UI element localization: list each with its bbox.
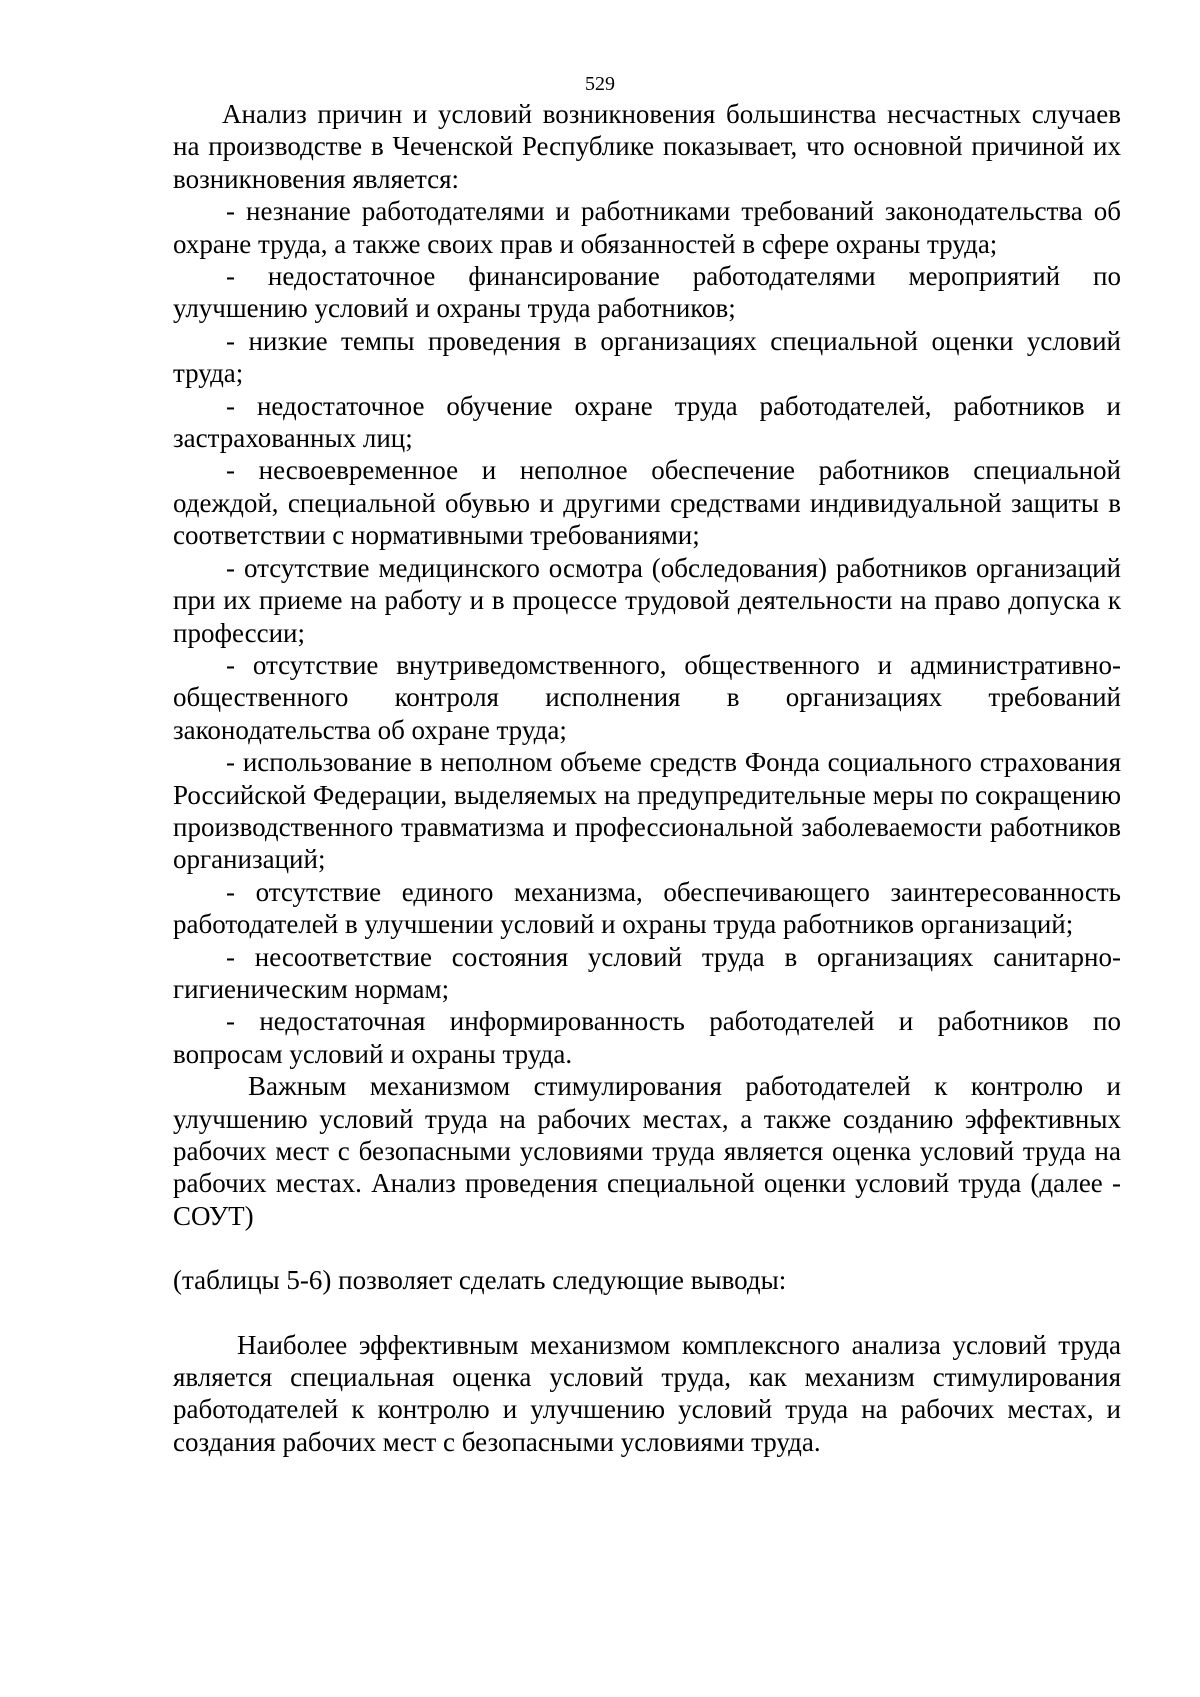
sout-paragraph: Важным механизмом стимулирования работодателей к контролю и улучшению условий труда на рабочих местах, а также созданию эффективных рабочих мест с безопасными условиями труда является оценка условий труда на рабочих местах. Анализ проведения специальной оценки условий труда (далее - СОУТ) bbox=[173, 1071, 1121, 1231]
list-item: - низкие темпы проведения в организациях специальной оценки условий труда; bbox=[173, 325, 1121, 389]
intro-paragraph: Анализ причин и условий возникновения большинства несчастных случаев на производстве в Чеченской Республике показывает, что основной причиной их возникновения является: bbox=[173, 99, 1121, 194]
list-item: - незнание работодателями и работниками требований законодательства об охране труда, а также своих прав и обязанностей в сфере охраны труда; bbox=[173, 196, 1121, 259]
list-item: - несоответствие состояния условий труда в организациях санитарно-гигиеническим нормам; bbox=[173, 941, 1121, 1004]
list-item: - отсутствие внутриведомственного, общественного и административно-общественного контроля исполнения в организациях требований законодательства об охране труда; bbox=[173, 649, 1121, 745]
conclusion-paragraph: Наиболее эффективным механизмом комплексного анализа условий труда является специальная оценка условий труда, как механизм стимулирования работодателей к контролю и улучшению условий труда на рабочих местах, и создания рабочих мест с безопасными условиями труда. bbox=[173, 1329, 1121, 1457]
list-item: - недостаточное обучение охране труда работодателей, работников и застрахованных лиц; bbox=[173, 390, 1121, 454]
tables-reference-line: (таблицы 5-6) позволяет сделать следующие выводы: bbox=[173, 1265, 787, 1296]
list-item: - недостаточная информированность работодателей и работников по вопросам условий и охраны труда. bbox=[173, 1006, 1121, 1069]
list-item: - несвоевременное и неполное обеспечение работников специальной одеждой, специальной обувью и другими средствами индивидуальной защиты в соответствии с нормативными требованиями; bbox=[173, 455, 1121, 551]
document-body bbox=[173, 98, 1121, 1458]
page-number: 529 bbox=[585, 73, 615, 95]
list-item: - использование в неполном объеме средств Фонда социального страхования Российской Федерации, выделяемых на предупредительные меры по сокращению производственного травматизма и профессиональной заболеваемости работников организаций; bbox=[173, 747, 1121, 875]
list-item: - недостаточное финансирование работодателями мероприятий по улучшению условий и охраны труда работников; bbox=[173, 261, 1121, 324]
list-item: - отсутствие единого механизма, обеспечивающего заинтересованность работодателей в улучшении условий и охраны труда работников организаций; bbox=[173, 876, 1121, 940]
list-item: - отсутствие медицинского осмотра (обследования) работников организаций при их приеме на работу и в процессе трудовой деятельности на право допуска к профессии; bbox=[173, 552, 1121, 648]
